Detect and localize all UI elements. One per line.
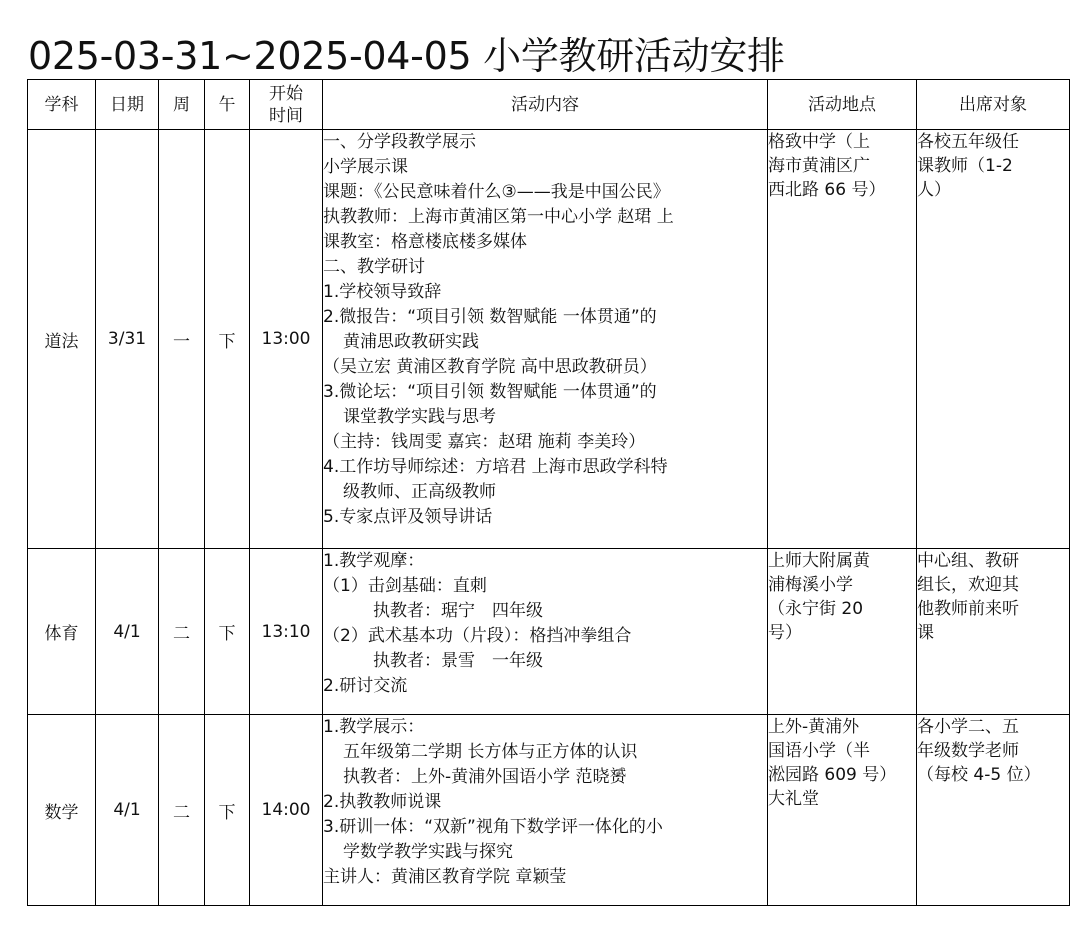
table-row — [28, 715, 1070, 906]
audience-line: 课教师（1-2 — [917, 156, 1013, 176]
header-location: 活动地点 — [768, 80, 917, 130]
table-row — [28, 130, 1070, 549]
cell-content — [323, 130, 768, 549]
location-line: 格致中学（上 — [768, 132, 870, 152]
content-line: 小学展示课 — [323, 157, 408, 177]
cell-location — [768, 549, 917, 715]
cell-half-day: 下 — [205, 130, 250, 549]
content-line: 3.研训一体：“双新”视角下数学评一体化的小 — [323, 817, 663, 837]
content-line: 1.学校领导致辞 — [323, 282, 442, 302]
cell-date: 4/1 — [96, 549, 159, 715]
location-line: 号） — [768, 623, 802, 643]
content-line: 级教师、正高级教师 — [343, 482, 496, 502]
cell-half-day: 下 — [205, 549, 250, 715]
audience-line: 人） — [917, 180, 951, 200]
cell-audience — [917, 549, 1070, 715]
header-start-time-line2: 时间 — [269, 105, 303, 126]
location-line: 海市黄浦区广 — [768, 156, 870, 176]
content-line: 执教者：景雪 一年级 — [373, 651, 543, 671]
content-line: 执教者：上外-黄浦外国语小学 范晓赟 — [343, 767, 627, 787]
content-line: （吴立宏 黄浦区教育学院 高中思政教研员） — [323, 357, 657, 377]
cell-date: 4/1 — [96, 715, 159, 906]
content-line: 主讲人：黄浦区教育学院 章颖莹 — [323, 867, 567, 887]
content-line: 课教室：格意楼底楼多媒体 — [323, 232, 527, 252]
location-line: （永宁街 20 — [768, 599, 864, 619]
content-line: 2.执教教师说课 — [323, 792, 442, 812]
audience-line: 组长，欢迎其 — [917, 575, 1019, 595]
cell-audience — [917, 715, 1070, 906]
content-line: 五年级第二学期 长方体与正方体的认识 — [343, 742, 638, 762]
content-line: 2.微报告：“项目引领 数智赋能 一体贯通”的 — [323, 307, 657, 327]
content-line: 黄浦思政教研实践 — [343, 332, 479, 352]
cell-location — [768, 130, 917, 549]
cell-location — [768, 715, 917, 906]
cell-start-time: 14:00 — [250, 715, 323, 906]
audience-line: 年级数学老师 — [917, 741, 1019, 761]
cell-weekday: 一 — [159, 130, 205, 549]
location-line: 国语小学（半 — [768, 741, 870, 761]
document-title: 025-03-31~2025-04-05 小学教研活动安排 — [28, 34, 785, 78]
header-audience: 出席对象 — [917, 80, 1070, 130]
audience-line: 他教师前来听 — [917, 599, 1019, 619]
content-line: 3.微论坛：“项目引领 数智赋能 一体贯通”的 — [323, 382, 657, 402]
header-start-time-line1: 开始 — [269, 83, 303, 104]
location-line: 大礼堂 — [768, 789, 819, 809]
content-line: 4.工作坊导师综述：方培君 上海市思政学科特 — [323, 457, 668, 477]
audience-line: 各小学二、五 — [917, 717, 1019, 737]
content-line: 1.教学展示： — [323, 717, 425, 737]
content-line: 1.教学观摩： — [323, 551, 425, 571]
cell-date: 3/31 — [96, 130, 159, 549]
cell-half-day: 下 — [205, 715, 250, 906]
cell-subject: 数学 — [28, 715, 96, 906]
content-line: （主持：钱周雯 嘉宾：赵珺 施莉 李美玲） — [323, 432, 646, 452]
header-weekday: 周 — [159, 80, 205, 130]
content-line: 一、分学段教学展示 — [323, 132, 476, 152]
audience-line: 课 — [917, 623, 934, 643]
location-line: 上师大附属黄 — [768, 551, 870, 571]
header-row — [28, 80, 1070, 130]
cell-weekday: 二 — [159, 715, 205, 906]
content-line: （1）击剑基础：直刺 — [323, 576, 487, 596]
content-line: 二、教学研讨 — [323, 257, 425, 277]
header-subject: 学科 — [28, 80, 96, 130]
audience-line: 中心组、教研 — [917, 551, 1019, 571]
location-line: 浦梅溪小学 — [768, 575, 853, 595]
content-line: （2）武术基本功（片段）：格挡冲拳组合 — [323, 626, 632, 646]
header-content: 活动内容 — [323, 80, 768, 130]
location-line: 淞园路 609 号） — [768, 765, 897, 785]
cell-weekday: 二 — [159, 549, 205, 715]
cell-content — [323, 549, 768, 715]
header-start-time — [250, 80, 323, 130]
cell-subject: 道法 — [28, 130, 96, 549]
content-line: 执教者：琚宁 四年级 — [373, 601, 543, 621]
content-line: 课题：《公民意味着什么③——我是中国公民》 — [323, 182, 670, 202]
header-half-day: 午 — [205, 80, 250, 130]
cell-content — [323, 715, 768, 906]
content-line: 执教教师：上海市黄浦区第一中心小学 赵珺 上 — [323, 207, 674, 227]
schedule-table — [27, 79, 1070, 906]
table-row — [28, 549, 1070, 715]
cell-audience — [917, 130, 1070, 549]
content-line: 5.专家点评及领导讲话 — [323, 507, 493, 527]
content-line: 2.研讨交流 — [323, 676, 408, 696]
audience-line: 各校五年级任 — [917, 132, 1019, 152]
audience-line: （每校 4-5 位） — [917, 765, 1041, 785]
cell-start-time: 13:00 — [250, 130, 323, 549]
header-date: 日期 — [96, 80, 159, 130]
content-line: 学数学教学实践与探究 — [343, 842, 513, 862]
cell-start-time: 13:10 — [250, 549, 323, 715]
content-line: 课堂教学实践与思考 — [343, 407, 496, 427]
cell-subject: 体育 — [28, 549, 96, 715]
location-line: 西北路 66 号） — [768, 180, 886, 200]
location-line: 上外-黄浦外 — [768, 717, 860, 737]
